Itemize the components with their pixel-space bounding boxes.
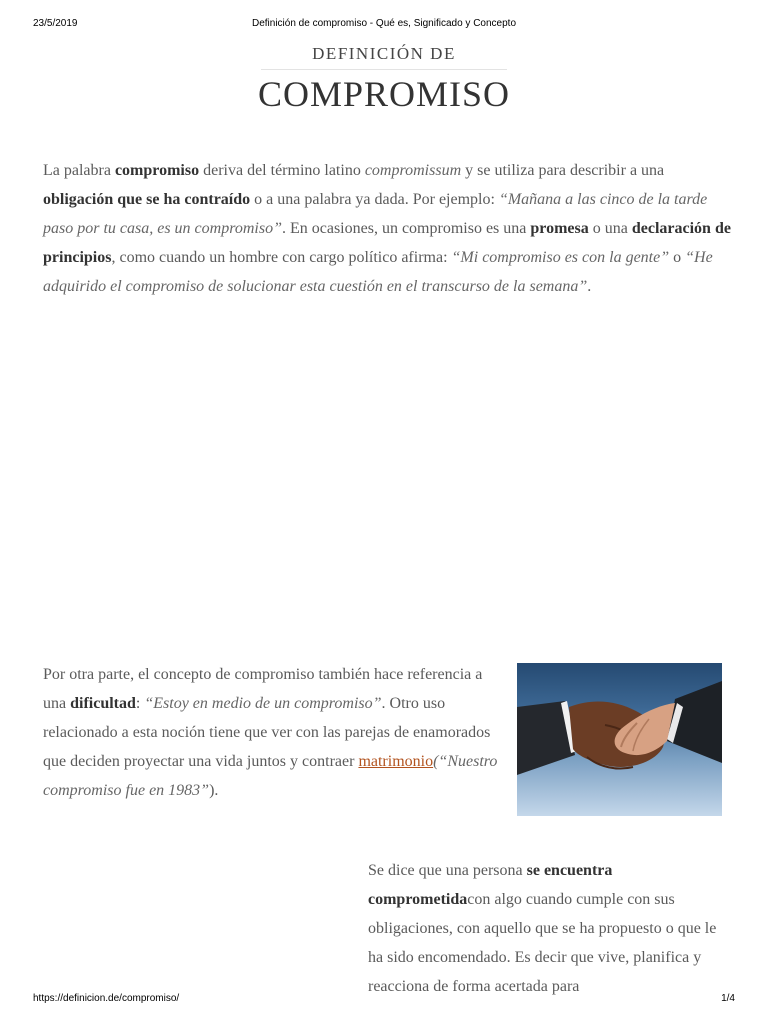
link-matrimonio[interactable]: matrimonio [358, 753, 434, 770]
italic-term: compromissum [364, 162, 462, 179]
print-page-counter: 1/4 [721, 993, 735, 1004]
print-footer [0, 992, 768, 1012]
example-quote: (“Nuestro compromiso fue en 1983” [43, 753, 498, 799]
print-page-title: Definición de compromiso - Qué es, Significado y Concepto [251, 18, 517, 29]
paragraph-difficulty: Por otra parte, el concepto de compromiso también hace referencia a una dificultad: “Estoy en medio de un compromiso”. Otro uso relacionado a esta noción tiene que ver con las parejas de enamorados que deciden proyectar una vida juntos y contraer matrimonio(“Nuestro compromiso fue en 1983”). [43, 666, 498, 799]
paragraph-clip [368, 856, 733, 995]
heading-kicker: DEFINICIÓN DE [312, 44, 456, 63]
heading-divider [261, 69, 507, 70]
bold-term: obligación que se ha contraído [43, 191, 251, 208]
example-quote: “Mañana a las cinco de la tarde paso por tu casa, es un compromiso” [43, 191, 708, 237]
bold-term: se encuentra comprometida [368, 862, 613, 908]
bold-term: promesa [530, 220, 589, 237]
handshake-image [517, 663, 722, 816]
print-date: 23/5/2019 [33, 18, 78, 29]
bold-term: compromiso [114, 162, 200, 179]
article-heading [0, 42, 768, 116]
paragraph-comprometida: Se dice que una persona se encuentra comprometidacon algo cuando cumple con sus obligaciones, con aquello que se ha propuesto o que le ha sido encomendado. Es decir que vive, planifica y reacciona de forma acertada para [368, 862, 717, 995]
paragraph-definition: La palabra compromiso deriva del término latino compromissum y se utiliza para describir a una obligación que se ha contraído o a una palabra ya dada. Por ejemplo: “Mañana a las cinco de la tarde paso por tu casa, es un compromiso”. En ocasiones, un compromiso es una promesa o una declaración de principios, como cuando un hombre con cargo político afirma: “Mi compromiso es con la gente” o “He adquirido el compromiso de solucionar esta cuestión en el transcurso de la semana”. [43, 162, 731, 295]
example-quote: “Mi compromiso es con la gente” [451, 249, 670, 266]
bold-term: dificultad [70, 695, 136, 712]
example-quote: “He adquirido el compromiso de solucionar esta cuestión en el transcurso de la semana” [43, 249, 713, 295]
article-title: COMPROMISO [257, 74, 511, 114]
example-quote: “Estoy en medio de un compromiso” [144, 695, 382, 712]
handshake-illustration [517, 663, 722, 816]
print-header [0, 14, 768, 34]
bold-term: declaración de principios [43, 220, 731, 266]
print-url: https://definicion.de/compromiso/ [33, 993, 180, 1004]
